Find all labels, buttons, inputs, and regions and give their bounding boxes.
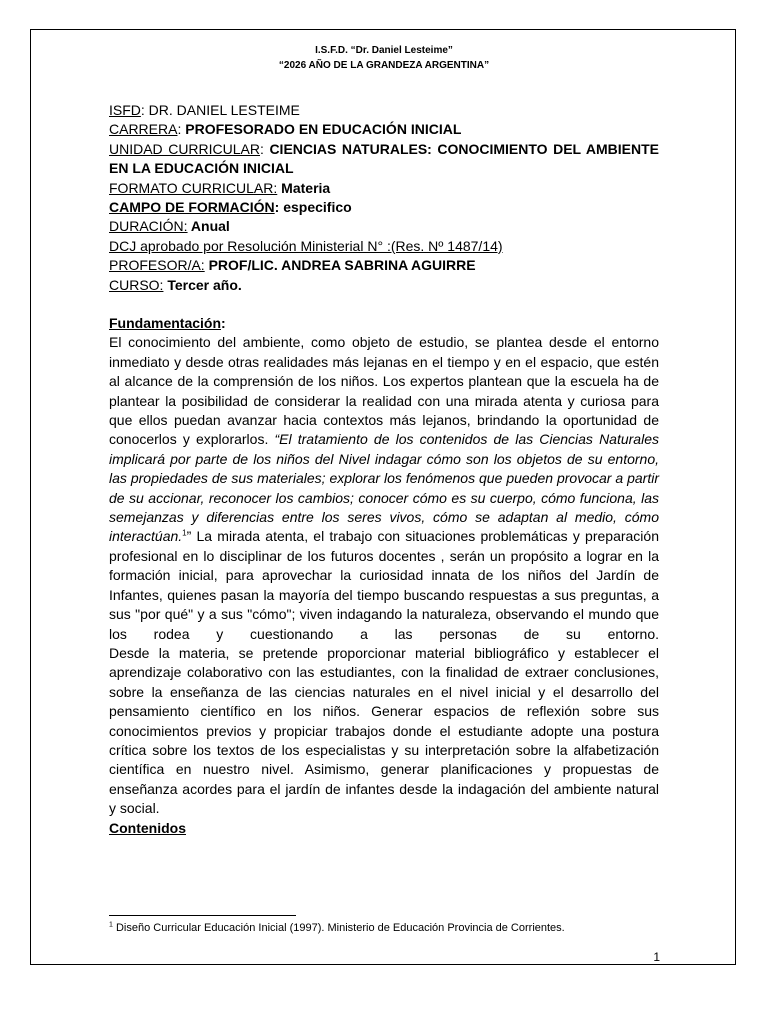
meta-duracion-value: Anual [187,218,230,235]
meta-dcj [109,237,659,256]
document-body [109,314,659,838]
meta-carrera-sep: : [177,121,186,138]
meta-formato-value: Materia [277,179,331,196]
contenidos-heading: Contenidos [109,819,186,836]
meta-curso-value: Tercer año. [163,276,242,293]
meta-campo-label: CAMPO DE FORMACIÓN [109,199,275,216]
meta-dcj-text: DCJ aprobado por Resolución Ministerial N° :(Res. Nº 1487/14) [109,237,503,254]
footnote [109,921,669,936]
fundamentacion-p1-continuation: ” La mirada atenta, el trabajo con situaciones problemáticas y preparación profesional en lo disciplinar de los futuros docentes , serán un propósito a lograr en la formación inicial, para aprovechar la curiosidad innata de los niños del Jardín de Infantes, quienes pasan la mayoría del tiempo buscando respuestas a sus preguntas, a sus "por qué" y a sus "cómo"; viven indagando la naturaleza, observando el mundo que los rodea y cuestionando a las personas de su entorno. [109,528,659,642]
meta-duracion-label: DURACIÓN: [109,218,188,235]
meta-unidad-value: CIENCIAS NATURALES: CONOCIMIENTO DEL AMBIENTE EN LA EDUCACIÓN INICIAL [109,140,659,177]
meta-campo [109,198,659,217]
footnote-separator [109,915,296,916]
header-institution: I.S.F.D. “Dr. Daniel Lesteime” [315,45,453,56]
contenidos-heading-line [109,819,659,838]
meta-formato-label: FORMATO CURRICULAR: [109,179,278,196]
meta-carrera-label: CARRERA [109,121,178,138]
fundamentacion-p1-intro: El conocimiento del ambiente, como objeto de estudio, se plantea desde el entorno inmediato y desde otras realidades más lejanas en el tiempo y en el espacio, que estén al alcance de la comprensión de los niños. Los expertos plantean que la escuela ha de plantear la posibilidad de considerar la realidad con una mirada atenta y curiosa para que ellos puedan avanzar hacia contextos más lejanos, brindando la oportunidad de conocerlos y explorarlos. [109,334,659,448]
page-number: 1 [653,950,660,964]
meta-isfd-value: : DR. DANIEL LESTEIME [140,102,300,118]
document-header [0,43,768,73]
footnote-text: Diseño Curricular Educación Inicial (1997). Ministerio de Educación Provincia de Corrientes. [112,922,565,934]
meta-carrera [109,120,659,139]
fundamentacion-paragraph-2: Desde la materia, se pretende proporcionar material bibliográfico y establecer el aprendizaje colaborativo con las estudiantes, con la finalidad de extraer conclusiones, sobre la enseñanza de las ciencias naturales en el nivel inicial y el desarrollo del pensamiento científico en los niños. Generar espacios de reflexión sobre sus conocimientos previos y propiciar trabajos donde el estudiante adopte una postura crítica sobre los textos de los especialistas y su interpretación sobre la alfabetización científica en nuestro nivel. Asimismo, generar planificaciones y propuestas de enseñanza acordes para el jardín de infantes desde la indagación del ambiente natural y social. [109,644,659,817]
meta-duracion [109,217,659,236]
course-metadata [109,101,659,295]
meta-carrera-value: PROFESORADO EN EDUCACIÓN INICIAL [185,121,462,138]
meta-curso [109,276,659,295]
meta-unidad-label: UNIDAD CURRICULAR [109,140,260,157]
meta-isfd [109,101,659,120]
meta-unidad [109,140,659,179]
fundamentacion-p1-quote: “El tratamiento de los contenidos de las Ciencias Naturales implicará por parte de los niños del Nivel indagar cómo son los objetos de su entorno, las propiedades de sus materiales; explorar los fenómenos que pueden provocar a partir de su accionar, reconocer los cambios; conocer cómo es su cuerpo, cómo funciona, las semejanzas y diferencias entre los seres vivos, cómo se adaptan al medio, cómo interactúan. [109,431,659,545]
meta-profesor [109,256,659,275]
fundamentacion-heading-line [109,314,659,333]
fundamentacion-heading: Fundamentación [109,315,222,331]
meta-unidad-sep: : [260,140,270,157]
header-motto: “2026 AÑO DE LA GRANDEZA ARGENTINA” [278,60,490,71]
meta-formato [109,179,659,198]
meta-campo-value: : especifico [274,199,352,216]
footnote-marker: 1 [109,921,113,929]
meta-profesor-value: PROF/LIC. ANDREA SABRINA AGUIRRE [204,257,476,274]
meta-isfd-label: ISFD [109,102,141,118]
fundamentacion-heading-colon: : [221,315,226,331]
footnote-reference[interactable]: 1 [182,528,187,538]
meta-profesor-label: PROFESOR/A: [109,257,205,274]
fundamentacion-paragraph-1 [109,333,659,644]
meta-curso-label: CURSO: [109,276,164,293]
